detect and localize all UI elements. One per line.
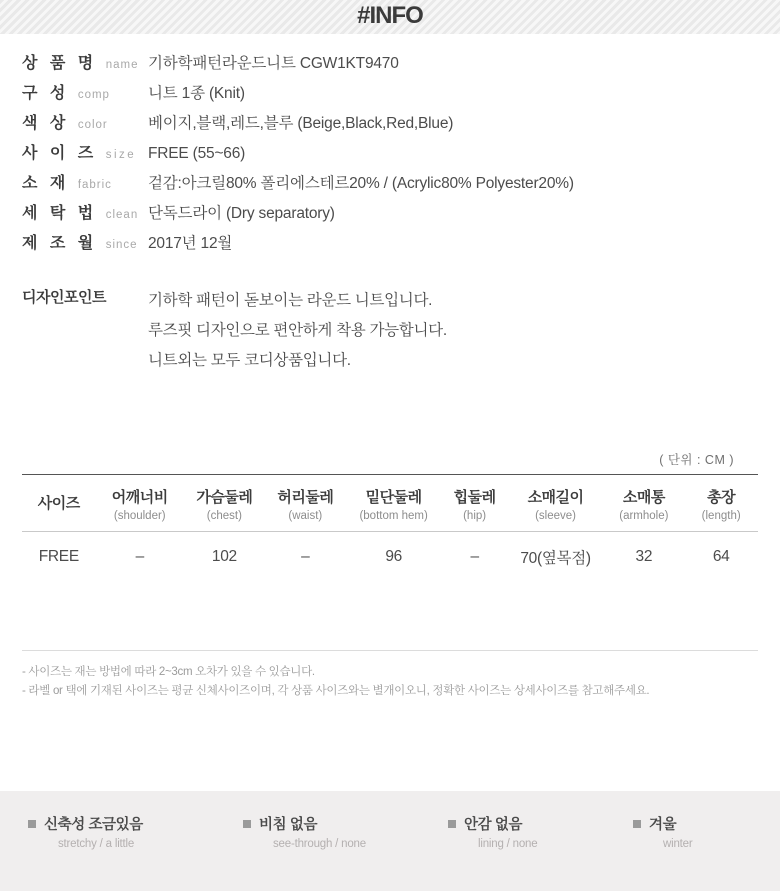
- info-label-en: size: [105, 149, 137, 161]
- info-value: 기하학패턴라운드니트 CGW1KT9470: [148, 55, 399, 72]
- size-col-header-en: (waist): [288, 510, 323, 522]
- info-label-en: color: [77, 119, 108, 131]
- design-point-line: 기하학 패턴이 돋보이는 라운드 니트입니다.: [148, 292, 433, 309]
- info-row: [0, 110, 780, 140]
- size-table: [22, 474, 758, 584]
- size-cell: 32: [635, 548, 653, 565]
- info-label: [0, 230, 148, 253]
- design-point-label: 디자인포인트: [22, 289, 106, 306]
- size-cell: –: [135, 548, 144, 565]
- size-col-header-ko: 사이즈: [37, 495, 80, 512]
- size-col-header: [265, 475, 346, 532]
- size-col-header-ko: 총장: [707, 489, 736, 506]
- info-value: 베이지,블랙,레드,블루 (Beige,Black,Red,Blue): [148, 115, 454, 132]
- info-label-en: clean: [105, 209, 139, 221]
- info-value: FREE (55~66): [148, 145, 246, 162]
- info-label: [0, 110, 148, 133]
- size-col-header: [346, 475, 442, 532]
- info-row: [0, 140, 780, 170]
- size-col-header-en: (armhole): [619, 510, 669, 522]
- info-row: [0, 200, 780, 230]
- info-label-ko: 사 이 즈: [22, 145, 98, 162]
- page-title: #INFO: [357, 2, 423, 29]
- info-label: [0, 50, 148, 73]
- attribute-tag-en: winter: [663, 838, 693, 850]
- size-col-header-ko: 소매통: [622, 489, 665, 506]
- attribute-footer: [0, 791, 780, 891]
- info-row: [0, 50, 780, 80]
- attribute-tag: [243, 813, 408, 850]
- size-col-header: [603, 475, 684, 532]
- size-col-header-en: (bottom hem): [359, 510, 428, 522]
- attribute-tag: [633, 813, 692, 850]
- design-point-line: 니트외는 모두 코디상품입니다.: [148, 352, 351, 369]
- info-value: 겉감:아크릴80% 폴리에스테르20% / (Acrylic80% Polyester20%): [148, 175, 574, 192]
- size-table-header-row: [22, 475, 758, 532]
- size-col-header: [684, 475, 758, 532]
- size-col-header-ko: 밑단둘레: [365, 489, 422, 506]
- square-bullet-icon: [448, 820, 456, 828]
- info-label: [0, 140, 148, 163]
- page-header: [0, 0, 780, 34]
- size-col-header-en: (sleeve): [535, 510, 576, 522]
- size-col-header-ko: 허리둘레: [277, 489, 334, 506]
- design-point-block: [0, 286, 780, 376]
- size-cell: 102: [211, 548, 237, 565]
- size-cell: 64: [712, 548, 730, 565]
- info-label-ko: 세 탁 법: [22, 205, 98, 222]
- size-cell: FREE: [38, 548, 79, 565]
- attribute-tag-ko: 신축성 조금있음: [44, 817, 143, 833]
- size-cell: –: [470, 548, 479, 565]
- product-info-list: [0, 34, 780, 376]
- size-note-line: - 라벨 or 택에 기재된 사이즈는 평균 신체사이즈이며, 각 상품 사이즈와는 별개이오니, 정확한 사이즈는 상세사이즈를 참고해주세요.: [22, 685, 650, 697]
- attribute-tag-en: see-through / none: [273, 838, 366, 850]
- info-value: 니트 1종 (Knit): [148, 85, 245, 102]
- info-label: [0, 200, 148, 223]
- size-col-header-en: (chest): [206, 510, 242, 522]
- size-col-header: [22, 475, 96, 532]
- info-label-en: name: [105, 59, 139, 71]
- info-value: 단독드라이 (Dry separatory): [148, 205, 335, 222]
- attribute-tag-ko: 안감 없음: [464, 817, 523, 833]
- info-row: [0, 170, 780, 200]
- info-row: [0, 80, 780, 110]
- info-label-ko: 제 조 월: [22, 235, 98, 252]
- size-col-header-ko: 가슴둘레: [196, 489, 253, 506]
- info-value: 2017년 12월: [148, 235, 233, 252]
- info-label-en: comp: [77, 89, 110, 101]
- size-unit-note: ( 단위 : CM ): [659, 453, 734, 467]
- size-col-header: [184, 475, 265, 532]
- info-label-ko: 소 재: [22, 175, 70, 192]
- table-spacer: [22, 584, 758, 650]
- size-col-header-ko: 힙둘레: [453, 489, 496, 506]
- size-notes: [22, 650, 758, 701]
- size-cell: 96: [385, 548, 402, 565]
- square-bullet-icon: [633, 820, 641, 828]
- size-col-header: [441, 475, 507, 532]
- square-bullet-icon: [28, 820, 36, 828]
- table-row: [22, 532, 758, 585]
- info-label-ko: 색 상: [22, 115, 70, 132]
- size-cell: 70(옆목점): [520, 550, 591, 567]
- size-cell: –: [301, 548, 310, 565]
- info-label-en: fabric: [77, 179, 112, 191]
- size-col-header: [508, 475, 604, 532]
- attribute-tag-ko: 겨울: [649, 817, 677, 833]
- size-col-header-en: (shoulder): [113, 510, 166, 522]
- attribute-tag: [448, 813, 593, 850]
- size-col-header-en: [23, 513, 95, 524]
- size-table-section: [0, 450, 780, 650]
- attribute-tag-en: lining / none: [478, 838, 538, 850]
- size-col-header: [96, 475, 184, 532]
- square-bullet-icon: [243, 820, 251, 828]
- info-label-en: since: [105, 239, 138, 251]
- size-note-line: - 사이즈는 재는 방법에 따라 2~3cm 오차가 있을 수 있습니다.: [22, 666, 315, 678]
- info-label: [0, 170, 148, 193]
- size-col-header-ko: 소매길이: [527, 489, 584, 506]
- design-point-lines: [148, 286, 447, 376]
- size-col-header-en: (hip): [463, 510, 487, 522]
- design-point-line: 루즈핏 디자인으로 편안하게 착용 가능합니다.: [148, 322, 447, 339]
- info-label: [0, 80, 148, 103]
- attribute-tag: [28, 813, 203, 850]
- info-label-ko: 상 품 명: [22, 55, 98, 72]
- info-label-ko: 구 성: [22, 85, 70, 102]
- attribute-tag-en: stretchy / a little: [58, 838, 135, 850]
- info-row: [0, 230, 780, 260]
- attribute-tag-ko: 비침 없음: [259, 817, 318, 833]
- size-col-header-en: (length): [701, 510, 741, 522]
- size-col-header-ko: 어깨너비: [111, 489, 168, 506]
